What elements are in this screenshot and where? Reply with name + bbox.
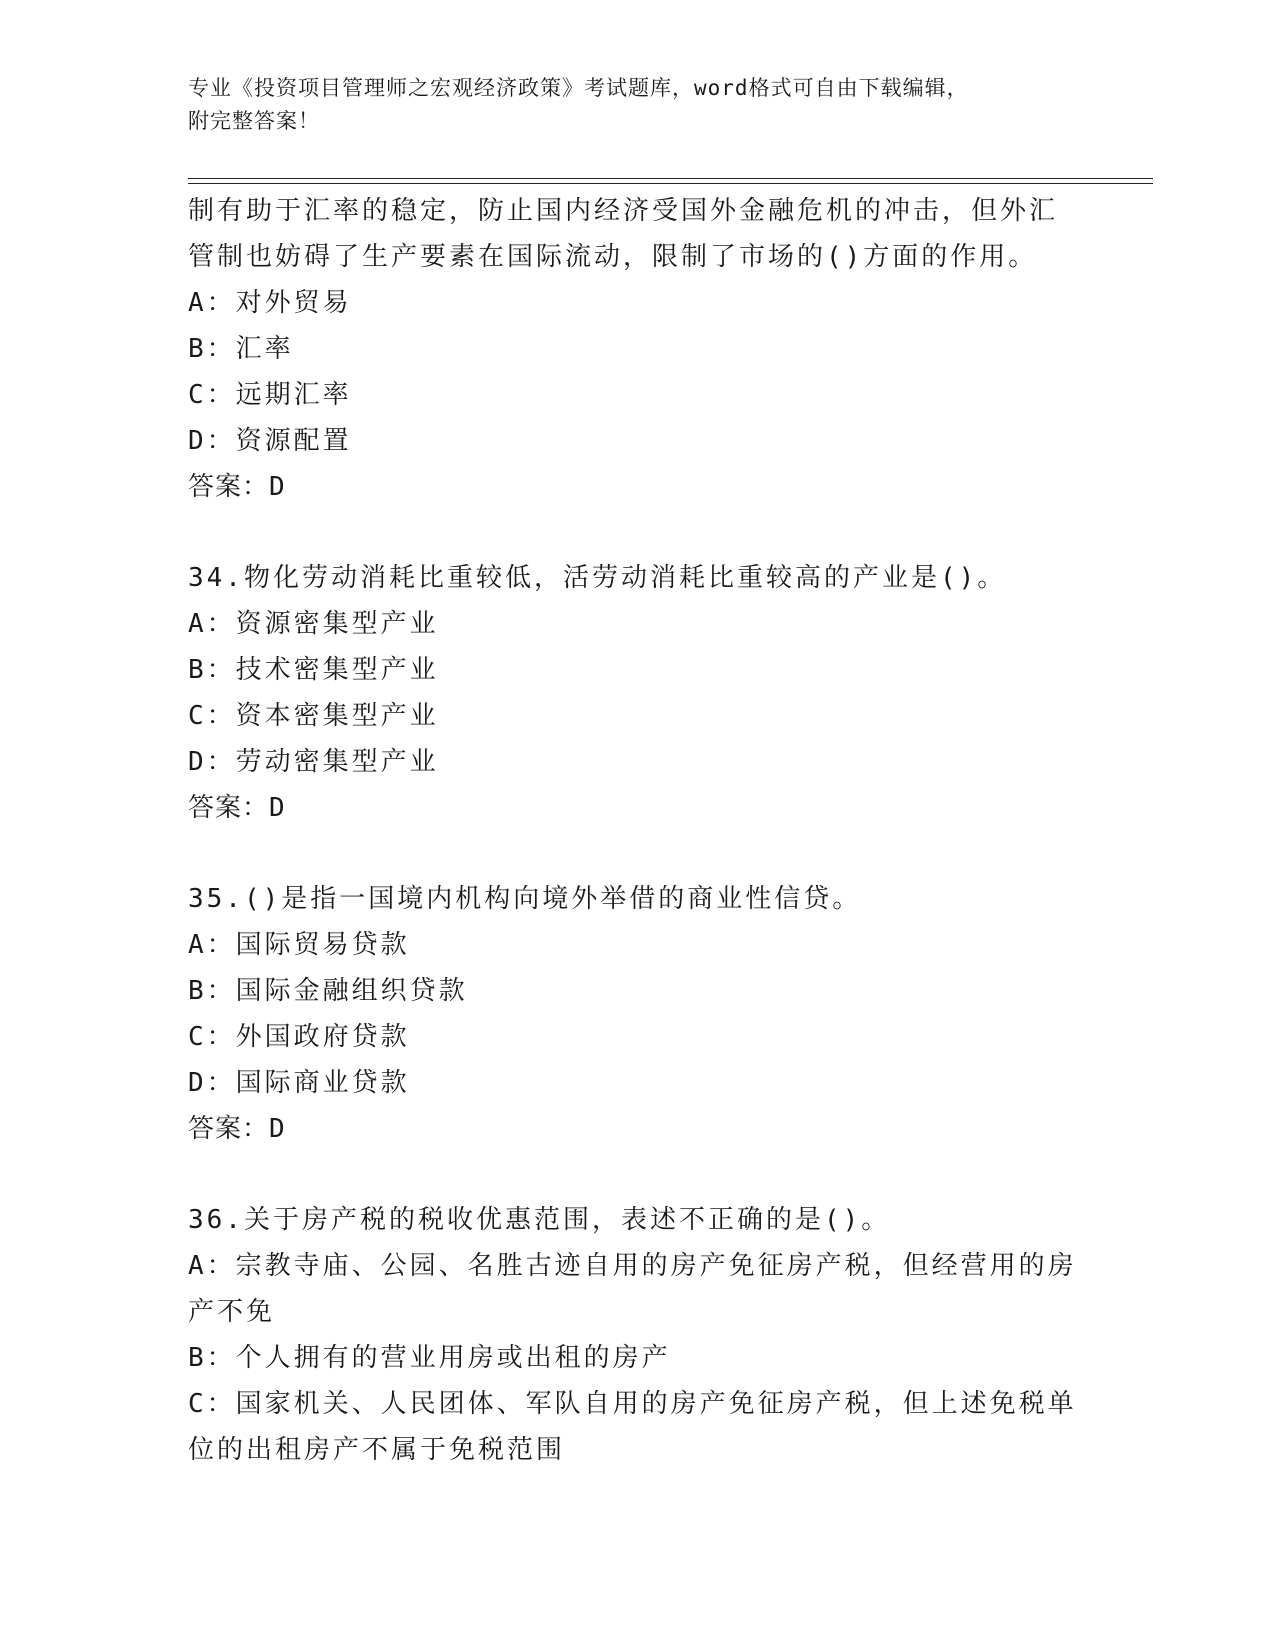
question-stem: 35.()是指一国境内机构向境外举借的商业性信贷。 [188,884,862,914]
header-line-1: 专业《投资项目管理师之宏观经济政策》考试题库，word格式可自由下载编辑， [188,76,969,100]
option-c: C：资本密集型产业 [188,701,439,731]
answer-value: D [269,793,286,823]
question-stem: 36.关于房产税的税收优惠范围，表述不正确的是()。 [188,1205,891,1235]
header-line-2: 附完整答案！ [188,109,320,133]
answer-line [188,785,1088,831]
header-rule-bottom [188,183,1153,184]
question-stem-line: 管制也妨碍了生产要素在国际流动，限制了市场的()方面的作用。 [188,242,1038,272]
question-stem: 34.物化劳动消耗比重较低，活劳动消耗比重较高的产业是()。 [188,563,1007,593]
answer-line [188,464,1088,510]
option-a: A：宗教寺庙、公园、名胜古迹自用的房产免征房产税，但经营用的房 [188,1251,1077,1281]
question-34 [188,555,1088,831]
question-35 [188,876,1088,1152]
answer-label: 答案： [188,793,270,823]
option-c-continued: 位的出租房产不属于免税范围 [188,1435,566,1465]
option-a: A：国际贸易贷款 [188,930,410,960]
option-c: C：国家机关、人民团体、军队自用的房产免征房产税，但上述免税单 [188,1389,1077,1419]
question-36 [188,1197,1088,1473]
answer-label: 答案： [188,1114,270,1144]
option-d: D：国际商业贷款 [188,1068,410,1098]
option-a-continued: 产不免 [188,1297,276,1327]
document-header [188,72,1088,138]
option-d: D：资源配置 [188,426,352,456]
header-rule-top [188,178,1153,179]
option-d: D：劳动密集型产业 [188,747,439,777]
question-continued [188,188,1088,510]
option-c: C：远期汇率 [188,380,352,410]
answer-value: D [269,472,286,502]
option-c: C：外国政府贷款 [188,1022,410,1052]
question-stem-line: 制有助于汇率的稳定，防止国内经济受国外金融危机的冲击，但外汇 [188,196,1059,226]
document-body [188,188,1088,1473]
answer-label: 答案： [188,472,270,502]
option-b: B：技术密集型产业 [188,655,439,685]
option-b: B：个人拥有的营业用房或出租的房产 [188,1343,671,1373]
answer-line [188,1106,1088,1152]
answer-value: D [269,1114,286,1144]
option-b: B：国际金融组织贷款 [188,976,468,1006]
option-a: A：资源密集型产业 [188,609,439,639]
option-b: B：汇率 [188,334,294,364]
option-a: A：对外贸易 [188,288,352,318]
